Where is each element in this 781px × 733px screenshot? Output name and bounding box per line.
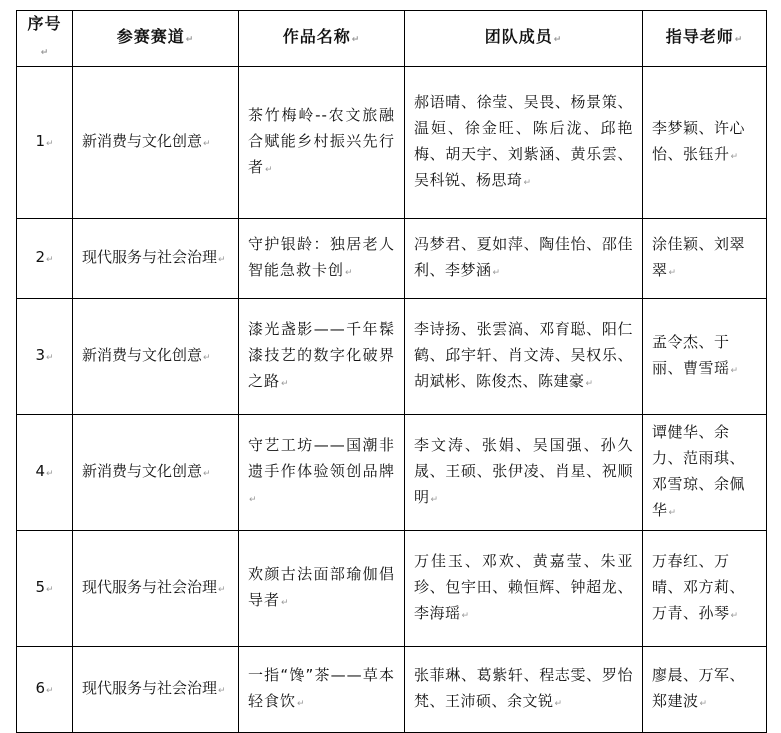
cell-work: 欢颜古法面部瑜伽倡导者↵ bbox=[239, 531, 405, 647]
cell-index: 1↵ bbox=[17, 67, 73, 219]
cell-work: 守艺工坊——国潮非遗手作体验领创品牌↵ bbox=[239, 415, 405, 531]
cell-track: 新消费与文化创意↵ bbox=[73, 299, 239, 415]
table-row bbox=[17, 415, 767, 531]
header-index: 序号↵ bbox=[17, 11, 73, 67]
table-row bbox=[17, 299, 767, 415]
table-row bbox=[17, 647, 767, 733]
header-track: 参赛赛道↵ bbox=[73, 11, 239, 67]
cell-work: 茶竹梅岭--农文旅融合赋能乡村振兴先行者↵ bbox=[239, 67, 405, 219]
cell-index: 6↵ bbox=[17, 647, 73, 733]
cell-track: 现代服务与社会治理↵ bbox=[73, 219, 239, 299]
header-work: 作品名称↵ bbox=[239, 11, 405, 67]
cell-mentor: 涂佳颖、刘翠翠↵ bbox=[643, 219, 767, 299]
table-row bbox=[17, 531, 767, 647]
cell-mentor: 孟令杰、于丽、曹雪瑶↵ bbox=[643, 299, 767, 415]
cell-index: 5↵ bbox=[17, 531, 73, 647]
cell-team: 冯梦君、夏如萍、陶佳怡、邵佳利、李梦涵↵ bbox=[405, 219, 643, 299]
cell-index: 3↵ bbox=[17, 299, 73, 415]
header-mentor: 指导老师↵ bbox=[643, 11, 767, 67]
cell-mentor: 李梦颖、许心怡、张钰升↵ bbox=[643, 67, 767, 219]
header-team: 团队成员↵ bbox=[405, 11, 643, 67]
table-row bbox=[17, 219, 767, 299]
table-row bbox=[17, 67, 767, 219]
cell-team: 李文涛、张娟、吴国强、孙久晟、王硕、张伊凌、肖星、祝顺明↵ bbox=[405, 415, 643, 531]
cell-track: 新消费与文化创意↵ bbox=[73, 415, 239, 531]
cell-mentor: 廖晨、万军、郑建波↵ bbox=[643, 647, 767, 733]
cell-track: 现代服务与社会治理↵ bbox=[73, 647, 239, 733]
cell-track: 现代服务与社会治理↵ bbox=[73, 531, 239, 647]
table-header-row bbox=[17, 11, 767, 67]
cropped-caption bbox=[0, 0, 781, 10]
cell-mentor: 谭健华、余力、范雨琪、邓雪琼、余佩华↵ bbox=[643, 415, 767, 531]
cell-team: 张菲琳、葛紫轩、程志雯、罗怡梵、王沛硕、余文锐↵ bbox=[405, 647, 643, 733]
results-table bbox=[16, 10, 767, 733]
cell-team: 郝语晴、徐莹、吴畏、杨景策、温姮、徐金旺、陈后泷、邱艳梅、胡天宇、刘紫涵、黄乐雲、吴科锐、杨思琦↵ bbox=[405, 67, 643, 219]
cell-work: 一指“馋”茶——草本轻食饮↵ bbox=[239, 647, 405, 733]
cell-work: 守护银龄：独居老人智能急救卡创↵ bbox=[239, 219, 405, 299]
cell-index: 2↵ bbox=[17, 219, 73, 299]
cell-track: 新消费与文化创意↵ bbox=[73, 67, 239, 219]
cell-team: 李诗扬、张雲滈、邓育聪、阳仁鹤、邱宇轩、肖文涛、吴权乐、胡斌彬、陈俊杰、陈建豪↵ bbox=[405, 299, 643, 415]
cell-work: 漆光盏影——千年髹漆技艺的数字化破界之路↵ bbox=[239, 299, 405, 415]
cell-index: 4↵ bbox=[17, 415, 73, 531]
cell-team: 万佳玉、邓欢、黄嘉莹、朱亚珍、包宇田、赖恒辉、钟超龙、李海瑶↵ bbox=[405, 531, 643, 647]
cell-mentor: 万春红、万晴、邓方莉、万青、孙琴↵ bbox=[643, 531, 767, 647]
